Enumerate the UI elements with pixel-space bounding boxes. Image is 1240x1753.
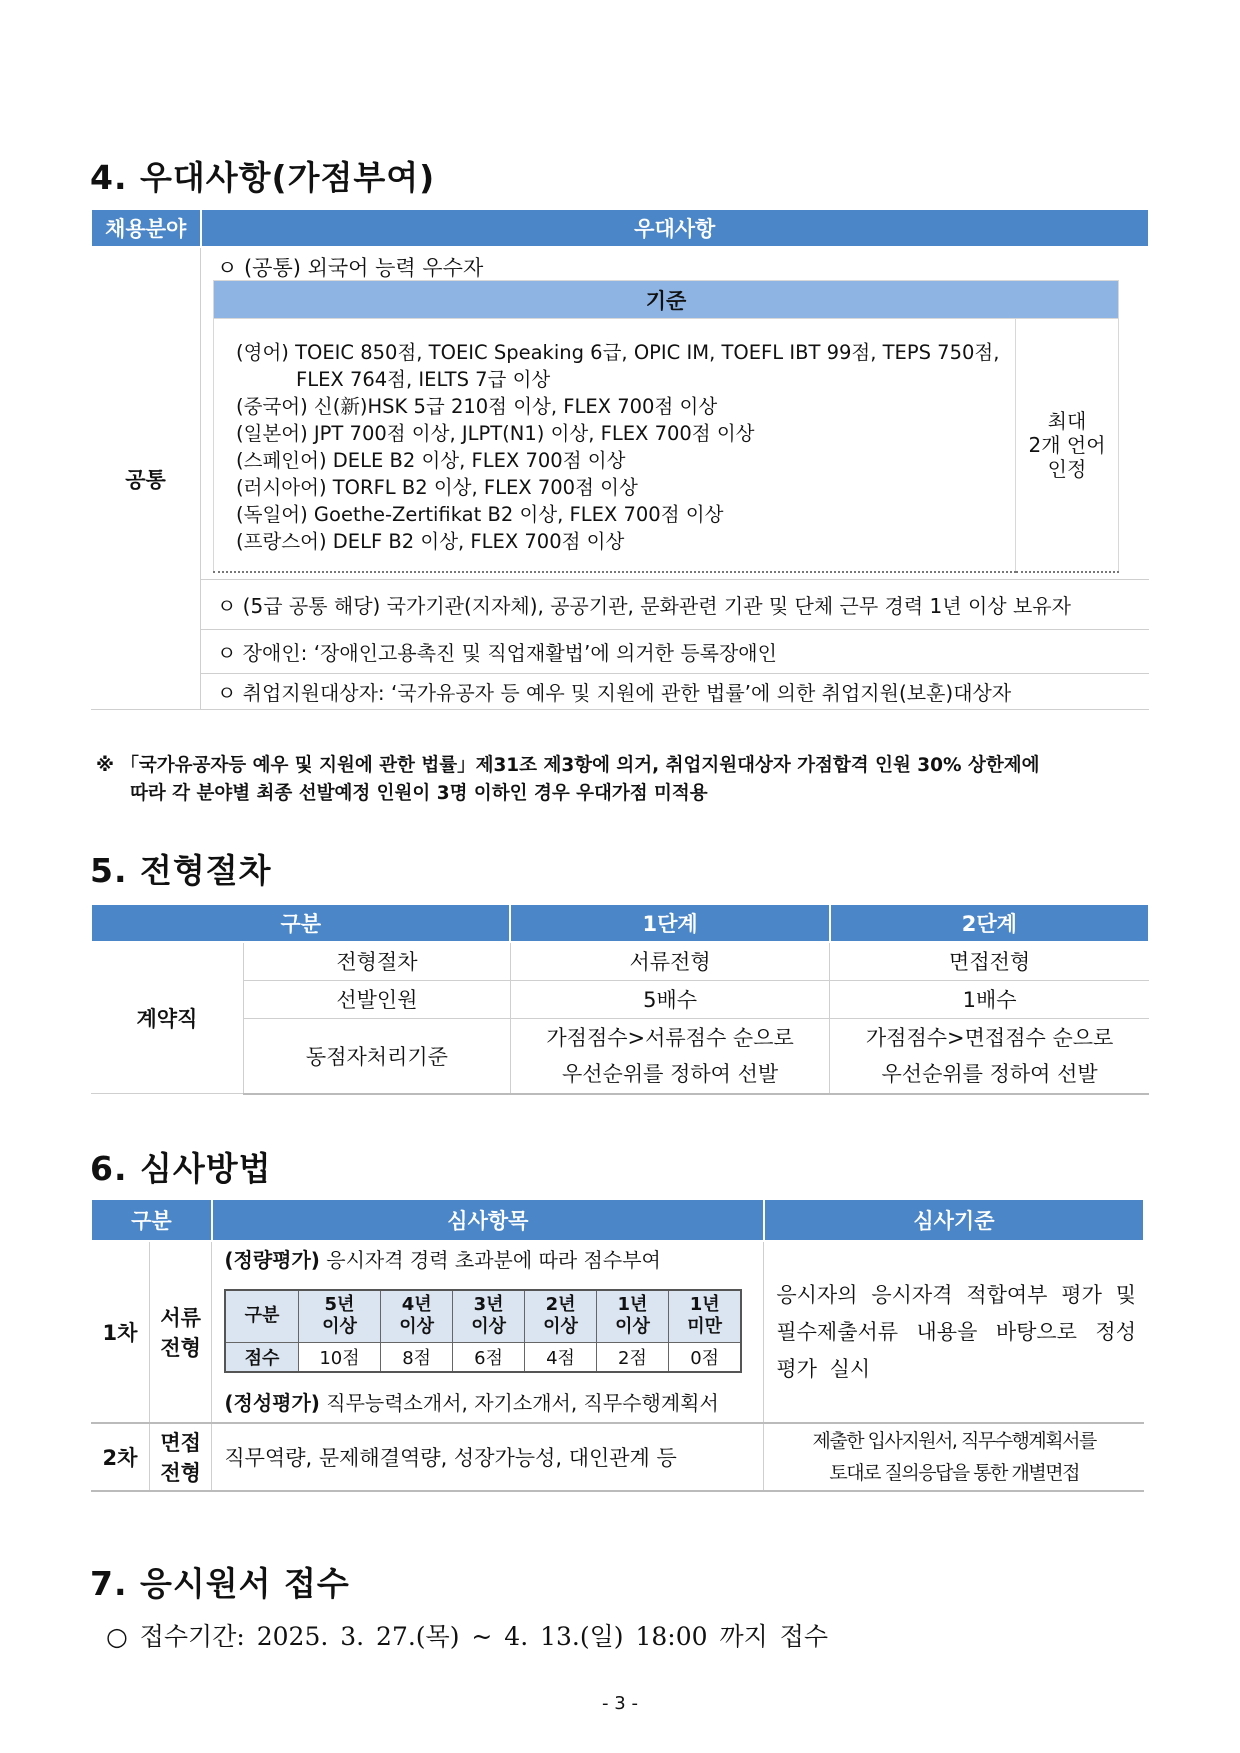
tie-rule-1 — [510, 1018, 829, 1094]
exp-score-label: 점수 — [225, 1342, 298, 1372]
exp-score-cell: 0점 — [668, 1342, 741, 1372]
qual-line — [224, 1387, 753, 1416]
exp-head-cell: 5년 이상 — [298, 1290, 380, 1342]
qual-text: 직무능력소개서, 자기소개서, 직무수행계획서 — [326, 1391, 719, 1415]
type-interview: 면접전형 — [150, 1423, 212, 1491]
max-note-line: 2개 언어 — [1028, 433, 1106, 457]
exp-head-cell: 1년 미만 — [668, 1290, 741, 1342]
max-language-note — [1016, 319, 1119, 573]
field-common: 공통 — [91, 247, 201, 710]
cell: 5배수 — [510, 980, 829, 1018]
note-line-1: ※ 「국가유공자등 예우 및 지원에 관한 법률」제31조 제3항에 의거, 취업지원대상자 가점합격 인원 30% 상한제에 — [96, 755, 1040, 776]
header-stage-2: 2단계 — [830, 904, 1149, 942]
pref-item: ㅇ 장애인: ‘장애인고용촉진 및 직업재활법’에 의거한 등록장애인 — [201, 630, 1150, 674]
lang-line: (독일어) Goethe-Zertifikat B2 이상, FLEX 700점 이상 — [236, 503, 724, 526]
selection-process-table — [90, 903, 1150, 1095]
exp-score-cell: 4점 — [525, 1342, 597, 1372]
lang-line: FLEX 764점, IELTS 7급 이상 — [296, 368, 551, 391]
pref-item: ㅇ 취업지원대상자: ‘국가유공자 등 예우 및 지원에 관한 법률’에 의한 취업지원(보훈)대상자 — [201, 674, 1150, 710]
group-contract: 계약직 — [91, 942, 243, 1094]
header-stage-1: 1단계 — [510, 904, 829, 942]
tie-line: 가점점수>면접점수 순으로 — [865, 1025, 1114, 1050]
header-criteria: 심사기준 — [764, 1199, 1144, 1241]
exp-head-cell: 4년 이상 — [381, 1290, 453, 1342]
type-document: 서류전형 — [150, 1241, 212, 1423]
exp-score-cell: 10점 — [298, 1342, 380, 1372]
foreign-language-title: ㅇ (공통) 외국어 능력 우수자 — [217, 256, 484, 280]
stage-2: 2차 — [91, 1423, 150, 1491]
exp-head-label: 구분 — [225, 1290, 298, 1342]
exp-score-cell: 6점 — [453, 1342, 525, 1372]
note-line-2: 따라 각 분야별 최종 선발예정 인원이 3명 이하인 경우 우대가점 미적용 — [130, 783, 708, 804]
doc-criteria: 응시자의 응시자격 적합여부 평가 및 필수제출서류 내용을 바탕으로 정성평가 실시 — [764, 1241, 1144, 1423]
row-label: 선발인원 — [243, 980, 510, 1018]
lang-line: (영어) TOEIC 850점, TOEIC Speaking 6급, OPIC IM, TOEFL IBT 99점, TEPS 750점, — [236, 341, 1000, 364]
cell: 서류전형 — [510, 942, 829, 980]
interview-items: 직무역량, 문제해결역량, 성장가능성, 대인관계 등 — [212, 1423, 764, 1491]
section-4-title: 4. 우대사항(가점부여) — [90, 158, 436, 197]
cell: 면접전형 — [830, 942, 1149, 980]
exp-head-cell: 3년 이상 — [453, 1290, 525, 1342]
tie-line: 우선순위를 정하여 선발 — [881, 1061, 1098, 1086]
lang-line: (러시아어) TORFL B2 이상, FLEX 700점 이상 — [236, 476, 638, 499]
max-note-line: 인정 — [1047, 457, 1087, 481]
row-label: 동점자처리기준 — [243, 1018, 510, 1094]
tie-line: 가점점수>서류점수 순으로 — [546, 1025, 794, 1050]
doc-eval-items — [212, 1241, 764, 1423]
header-category: 구분 — [91, 1199, 212, 1241]
header-items: 심사항목 — [212, 1199, 764, 1241]
exp-head-cell: 2년 이상 — [525, 1290, 597, 1342]
tie-rule-2 — [830, 1018, 1149, 1094]
preference-table — [90, 208, 1150, 710]
experience-score-table — [224, 1289, 742, 1373]
lang-line: (스페인어) DELE B2 이상, FLEX 700점 이상 — [236, 449, 626, 472]
evaluation-table — [90, 1198, 1145, 1492]
pref-item: ㅇ (5급 공통 해당) 국가기관(지자체), 공공기관, 문화관련 기관 및 단체 근무 경력 1년 이상 보유자 — [201, 580, 1150, 630]
exp-head-cell: 1년 이상 — [597, 1290, 669, 1342]
criteria-header: 기준 — [214, 281, 1119, 319]
exp-score-cell: 2점 — [597, 1342, 669, 1372]
language-criteria — [214, 319, 1016, 573]
qual-label: (정성평가) — [224, 1391, 320, 1415]
section-6-title: 6. 심사방법 — [90, 1149, 272, 1188]
quant-line — [224, 1244, 753, 1273]
section-7-title: 7. 응시원서 접수 — [90, 1564, 350, 1603]
tie-line: 우선순위를 정하여 선발 — [561, 1061, 779, 1086]
application-period: ○ 접수기간: 2025. 3. 27.(목) ~ 4. 13.(일) 18:00 까지 접수 — [106, 1622, 829, 1651]
header-field: 채용분야 — [91, 209, 201, 247]
interview-criteria-line: 토대로 질의응답을 통한 개별면접 — [829, 1462, 1079, 1484]
lang-line: (중국어) 신(新)HSK 5급 210점 이상, FLEX 700점 이상 — [236, 395, 718, 418]
quant-label: (정량평가) — [224, 1248, 320, 1272]
page-number: - 3 - — [602, 1693, 638, 1714]
max-note-line: 최대 — [1047, 409, 1087, 433]
header-category: 구분 — [91, 904, 510, 942]
quant-text: 응시자격 경력 초과분에 따라 점수부여 — [326, 1248, 661, 1272]
cell: 1배수 — [830, 980, 1149, 1018]
row-label: 전형절차 — [243, 942, 510, 980]
lang-line: (프랑스어) DELF B2 이상, FLEX 700점 이상 — [236, 530, 625, 553]
stage-1: 1차 — [91, 1241, 150, 1423]
section-5-title: 5. 전형절차 — [90, 851, 272, 890]
interview-criteria-line: 제출한 입사지원서, 직무수행계획서를 — [812, 1430, 1096, 1452]
lang-line: (일본어) JPT 700점 이상, JLPT(N1) 이상, FLEX 700점 이상 — [236, 422, 755, 445]
exp-score-cell: 8점 — [381, 1342, 453, 1372]
interview-criteria — [764, 1423, 1144, 1491]
criteria-table — [213, 280, 1119, 573]
header-preference: 우대사항 — [201, 209, 1150, 247]
